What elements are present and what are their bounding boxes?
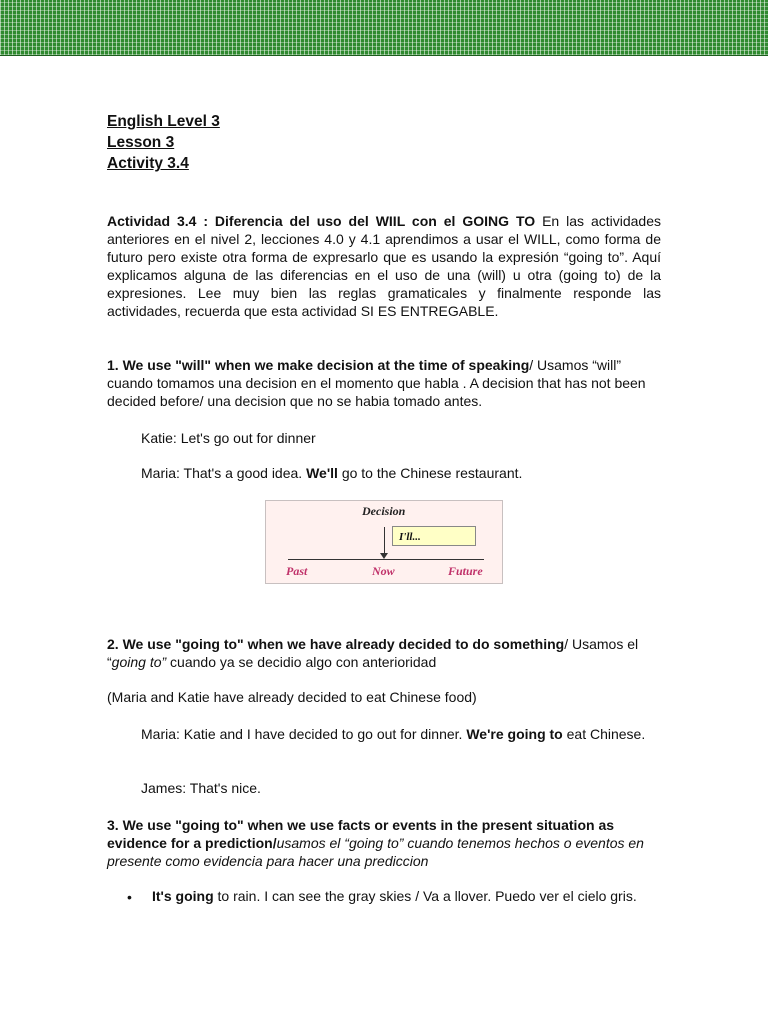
example-1-line-2-bold: We'll: [306, 465, 338, 481]
intro-paragraph: [107, 212, 661, 320]
timeline-axis: [288, 559, 484, 560]
timeline-speech-box: I'll...: [392, 526, 476, 546]
activity-title: Activity 3.4: [107, 155, 189, 172]
example-2-line-1: [141, 725, 661, 743]
rule-3-paragraph: [107, 816, 661, 870]
rule-1-text: / Usamos “will” cuando tomamos una decision en el momento que habla . A decision that has not been decided before/ una decision que no se habia tomado antes.: [107, 357, 646, 409]
timeline-label-future: Future: [448, 564, 483, 578]
example-2-line-2: James: That's nice.: [141, 780, 261, 796]
example-1-line-2-pre: Maria: That's a good idea.: [141, 465, 307, 481]
example-1-line-2: [141, 464, 661, 482]
decorative-header-band: [0, 0, 768, 56]
example-2-line-1-bold: We're going to: [466, 726, 563, 742]
timeline-pointer-line: [384, 527, 385, 555]
rule-1-heading: 1. We use "will" when we make decision at the time of speaking: [107, 357, 530, 373]
rule-3-heading: 3. We use "going to" when we use facts or events in the present situation as evidence for a prediction/: [107, 817, 615, 851]
rule-2-text-post: cuando ya se decidio algo con anterioridad: [166, 654, 437, 670]
lesson-title: Lesson 3: [107, 134, 175, 151]
bullet-1-text: to rain. I can see the gray skies / Va a llover. Puedo ver el cielo gris.: [213, 888, 637, 904]
rule-2-text-italic: going to”: [111, 654, 167, 670]
timeline-label-now: Now: [372, 564, 395, 578]
rule-3-text: usamos el “going to” cuando tenemos hechos o eventos en presente como evidencia para hacer una prediccion: [107, 835, 644, 869]
bullet-1: [152, 887, 652, 905]
timeline-label-past: Past: [286, 564, 308, 578]
bullet-1-bold: It's going: [152, 888, 214, 904]
rule-2-text-pre: / Usamos el “: [107, 636, 639, 670]
decision-timeline-figure: [265, 500, 503, 584]
timeline-title: Decision: [362, 504, 406, 518]
rule-2-paragraph: [107, 635, 661, 671]
intro-text: En las actividades anteriores en el nivel 2, lecciones 4.0 y 4.1 aprendimos a usar el WILL, como forma de futuro pero existe otra forma de expresarlo que es usando la expresión “going to”. Aquí explicamos alguna de las diferencias en el uso de una (will) u otra (going to) de la expresiones. Lee muy bien las reglas gramaticales y finalmente responde las actividades, recuerda que esta actividad SI ES ENTREGABLE.: [107, 213, 661, 319]
rule-1-paragraph: [107, 356, 661, 410]
bullet-icon: •: [127, 889, 132, 905]
rule-2-heading: 2. We use "going to" when we have already decided to do something: [107, 636, 565, 652]
example-2-line-1-pre: Maria: Katie and I have decided to go out for dinner.: [141, 726, 467, 742]
example-1-line-2-post: go to the Chinese restaurant.: [337, 465, 523, 481]
intro-lead: Actividad 3.4 : Diferencia del uso del WIIL con el GOING TO: [107, 213, 536, 229]
example-2-line-1-post: eat Chinese.: [562, 726, 646, 742]
course-title: English Level 3: [107, 113, 220, 130]
example-1-line-1: Katie: Let's go out for dinner: [141, 430, 316, 446]
rule-2-note: (Maria and Katie have already decided to eat Chinese food): [107, 689, 477, 705]
